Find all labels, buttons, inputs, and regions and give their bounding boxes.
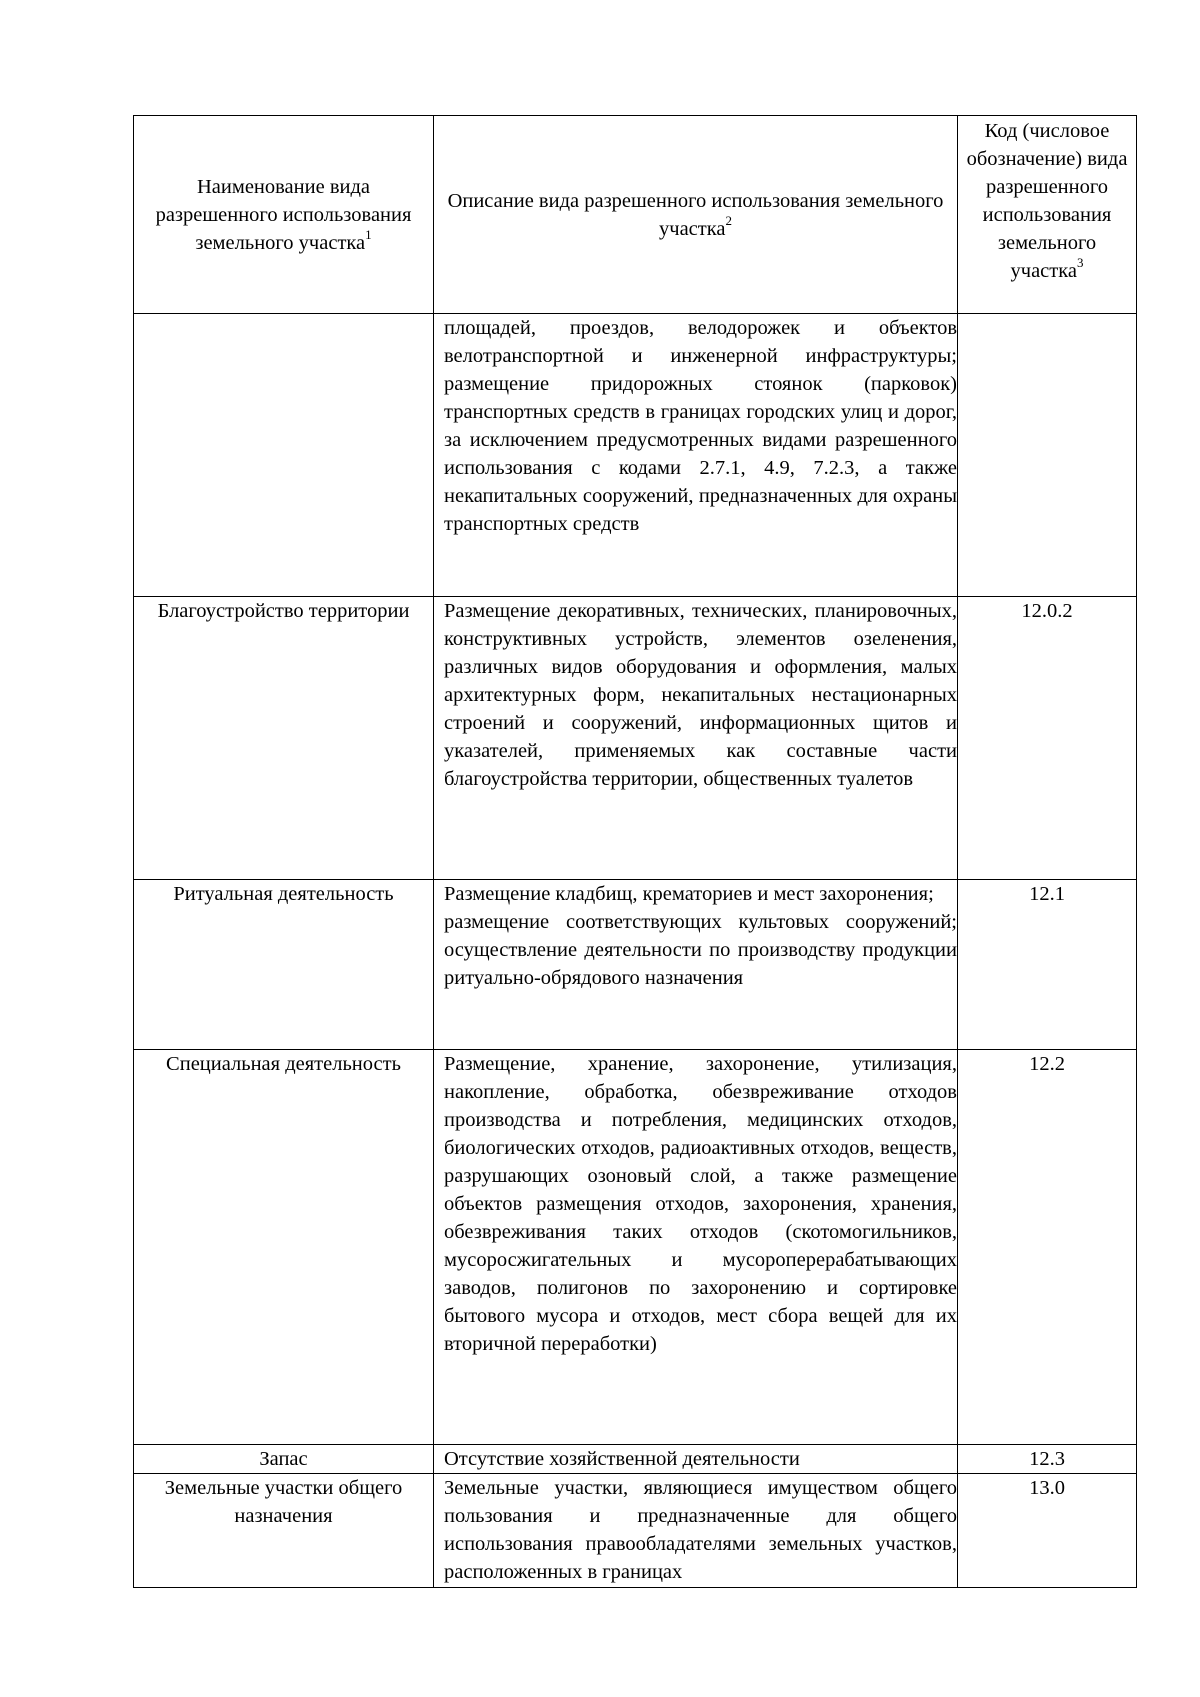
row-code-cell: 13.0 [958,1474,1137,1588]
row-description-cell [434,1050,963,1445]
row-name-cell [134,314,434,597]
header-description-column [434,116,958,314]
row-code-cell: 12.3 [958,1445,1137,1474]
table-row [134,880,1137,1050]
table-row [134,1445,1137,1474]
header-name-footnote: 1 [365,226,372,242]
header-description-text: Описание вида разрешенного использования земельного участка [447,189,944,240]
header-code-column [958,116,1137,314]
table-row [134,597,1137,880]
row-description-text: Размещение, хранение, захоронение, утилизация, накопление, обработка, обезвреживание отходов производства и потребления, медицинских отходов, биологических отходов, радиоактивных отходов, веществ, разрушающих озоновый слой, а также размещение объектов размещения отходов, захоронения, хранения, обезвреживания таких отходов (скотомогильников, мусоросжигательных и мусороперерабатывающих заводов, полигонов по захоронению и сортировке бытового мусора и отходов, мест сбора вещей для их вторичной переработки) [444,1053,963,1355]
row-code-cell [958,314,1137,597]
header-name-text: Наименование вида разрешенного использования земельного участка [155,175,412,254]
row-name-cell: Благоустройство территории [134,597,434,880]
table-header-row [134,116,1137,314]
table-row [134,314,1137,597]
row-name-cell: Запас [134,1445,434,1474]
row-name-cell: Специальная деятельность [134,1050,434,1445]
row-description-text: Размещение декоративных, технических, планировочных, конструктивных устройств, элементов озеленения, различных видов оборудования и оформления, малых архитектурных форм, некапитальных нестационарных строений и сооружений, информационных щитов и указателей, применяемых как составные части благоустройства территории, общественных туалетов [444,600,963,790]
row-name-cell: Земельные участки общего назначения [134,1474,434,1588]
land-use-table [133,115,1137,1588]
row-description-cell [434,1445,958,1474]
header-code-footnote: 3 [1076,255,1084,271]
row-name-cell: Ритуальная деятельность [134,880,434,1050]
header-code-text: Код (числовое обозначение) вида разрешенного использования земельного участка [966,120,1128,282]
row-description-text-continued: размещение соответствующих культовых сооружений; осуществление деятельности по производству продукции ритуально-обрядового назначения [444,911,963,989]
row-description-text: Отсутствие хозяйственной деятельности [444,1448,800,1470]
row-description-text: Земельные участки, являющиеся имуществом общего пользования и предназначенные для общего использования правообладателями земельных участков, расположенных в границах [444,1477,963,1583]
row-description-cell [434,314,963,597]
table-row [134,1474,1137,1588]
row-description-cell [434,1474,963,1588]
row-description-text: Размещение кладбищ, крематориев и мест захоронения; [444,883,934,905]
row-description-cell [434,597,963,880]
row-code-cell: 12.0.2 [958,597,1137,880]
row-code-cell: 12.2 [958,1050,1137,1445]
row-description-text: площадей, проездов, велодорожек и объектов велотранспортной и инженерной инфраструктуры; размещение придорожных стоянок (парковок) транспортных средств в границах городских улиц и дорог, за исключением предусмотренных видами разрешенного использования с кодами 2.7.1, 4.9, 7.2.3, а также некапитальных сооружений, предназначенных для охраны транспортных средств [444,317,963,535]
header-description-footnote: 2 [725,212,732,228]
table-row [134,1050,1137,1445]
header-name-column [134,116,434,314]
row-description-cell [434,880,963,1050]
row-code-cell: 12.1 [958,880,1137,1050]
